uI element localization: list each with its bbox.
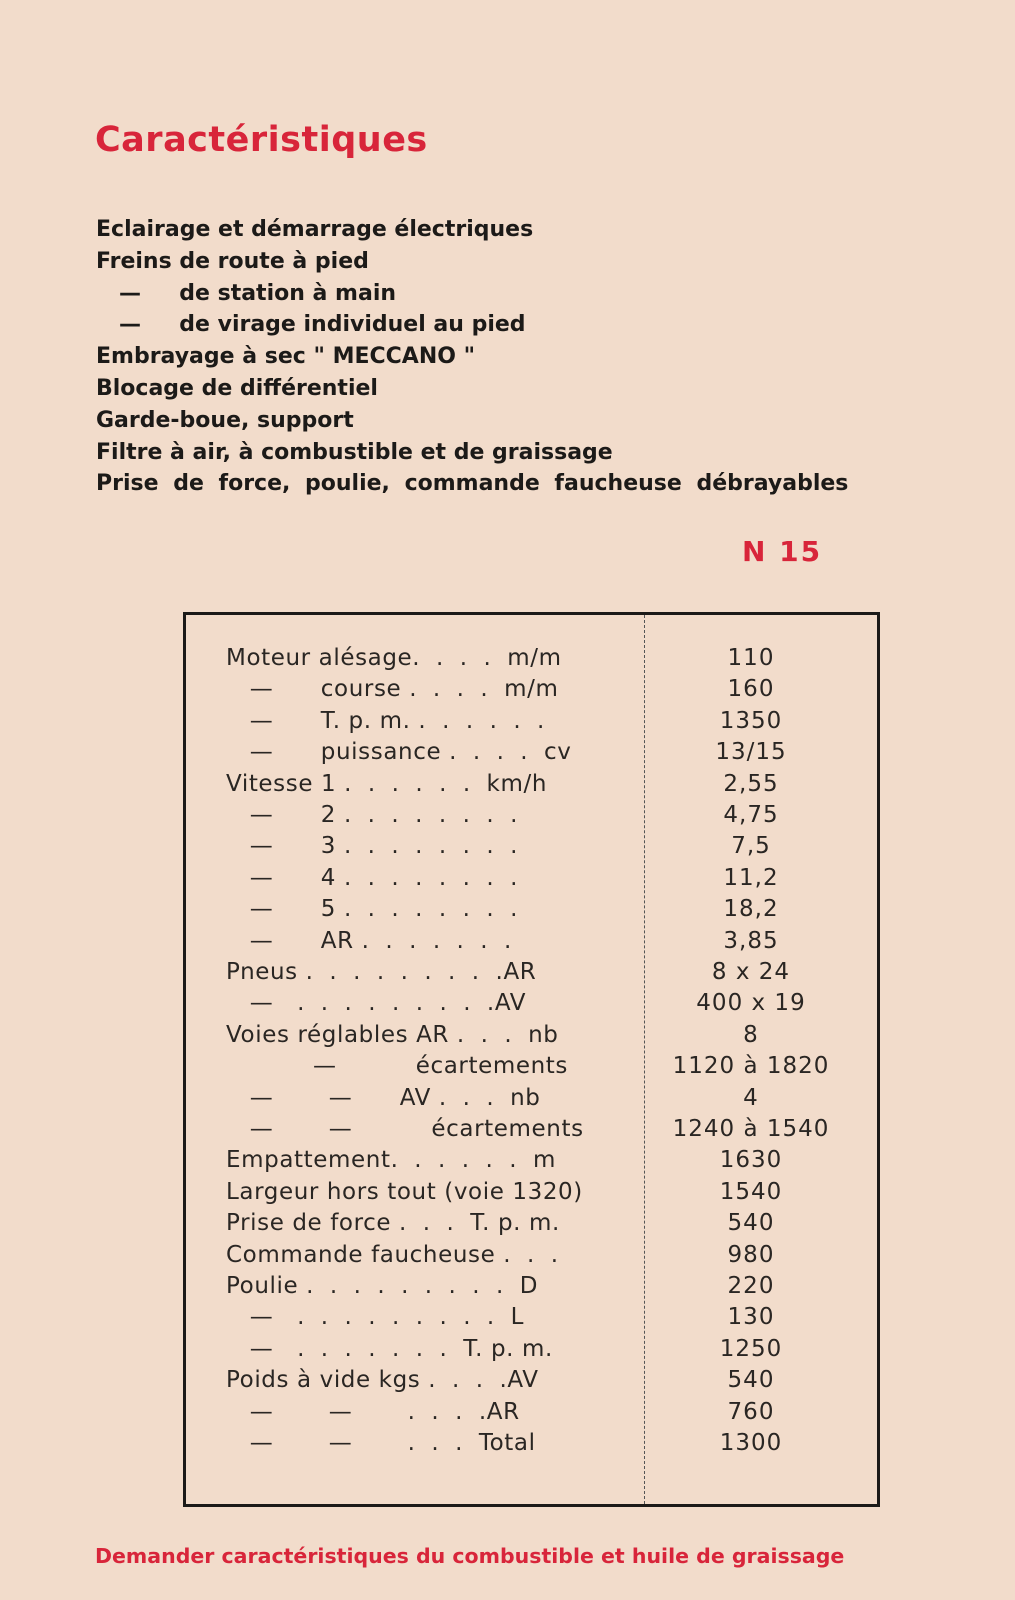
spec-value: 4,75 [723, 802, 779, 828]
spec-value: 18,2 [723, 896, 779, 923]
spec-label: Moteur alésage. . . . m/m [226, 645, 562, 671]
spec-value: 11,2 [723, 864, 779, 891]
spec-value: 8 [743, 1021, 759, 1048]
spec-value: 2,55 [723, 770, 779, 797]
feature-item: Filtre à air, à combustible et de graissage [96, 439, 613, 465]
spec-label: Pneus . . . . . . . . .AR [226, 959, 537, 985]
spec-label: — puissance . . . . cv [226, 739, 572, 766]
spec-value: 1540 [719, 1178, 783, 1205]
spec-label: Vitesse 1 . . . . . . km/h [226, 770, 548, 797]
spec-value: 13/15 [715, 739, 787, 766]
table-row [186, 1022, 877, 1054]
spec-value: 4 [743, 1084, 759, 1111]
features-list [96, 214, 848, 500]
spec-value: 540 [727, 1210, 775, 1237]
table-row [186, 896, 877, 928]
table-row [186, 1085, 877, 1117]
spec-value: 220 [727, 1273, 775, 1299]
spec-label: — T. p. m. . . . . . . [226, 707, 545, 734]
spec-value: 160 [727, 676, 775, 703]
spec-label: Empattement. . . . . . m [226, 1147, 556, 1174]
table-row [186, 1116, 877, 1148]
spec-label: — 3 . . . . . . . . [226, 833, 518, 860]
table-row [186, 802, 877, 834]
spec-value: 130 [727, 1304, 775, 1331]
feature-item: Blocage de différentiel [96, 375, 378, 401]
table-row [186, 645, 877, 677]
table-row [186, 1210, 877, 1242]
table-row [186, 1430, 877, 1462]
spec-value: 1300 [719, 1430, 783, 1456]
spec-label: — 4 . . . . . . . . [226, 864, 518, 891]
spec-label: Prise de force . . . T. p. m. [226, 1210, 560, 1237]
feature-item: Embrayage à sec " MECCANO " [96, 344, 476, 370]
model-label: N 15 [742, 535, 823, 568]
spec-value: 3,85 [723, 927, 779, 954]
table-row [186, 1179, 877, 1211]
spec-value: 400 x 19 [696, 990, 806, 1017]
table-row [186, 1147, 877, 1179]
footer-note: Demander caractéristiques du combustible et huile de graissage [95, 1544, 845, 1568]
spec-value: 760 [727, 1398, 775, 1425]
spec-label: Commande faucheuse . . . [226, 1241, 559, 1268]
table-row [186, 1399, 877, 1431]
table-row [186, 1242, 877, 1274]
feature-item: Prise de force, poulie, commande faucheuse débrayables [96, 471, 849, 497]
spec-value: 1350 [719, 707, 783, 734]
spec-label: — 2 . . . . . . . . [226, 802, 518, 828]
feature-item: Eclairage et démarrage électriques [96, 217, 534, 242]
feature-item: Garde-boue, support [96, 407, 354, 433]
table-row [186, 739, 877, 771]
spec-value: 1120 à 1820 [672, 1053, 830, 1080]
feature-item: Freins de route à pied [96, 248, 369, 274]
spec-label: — . . . . . . . . .AV [226, 990, 527, 1017]
spec-value: 1250 [719, 1335, 783, 1362]
page-title: Caractéristiques [95, 120, 428, 160]
spec-label: — écartements [226, 1053, 568, 1080]
spec-value: 1240 à 1540 [672, 1116, 830, 1142]
spec-label: Voies réglables AR . . . nb [226, 1021, 559, 1048]
table-row [186, 676, 877, 708]
table-row [186, 1336, 877, 1368]
table-row [186, 708, 877, 740]
spec-label: — . . . . . . . T. p. m. [226, 1335, 553, 1362]
table-row [186, 1304, 877, 1336]
table-row [186, 990, 877, 1022]
table-row [186, 865, 877, 897]
specifications-table [183, 612, 880, 1507]
spec-label: Poulie . . . . . . . . . D [226, 1273, 539, 1299]
spec-value: 7,5 [731, 833, 771, 860]
table-row [186, 771, 877, 803]
spec-label: — — écartements [226, 1116, 584, 1142]
spec-value: 540 [727, 1367, 775, 1394]
feature-item: — de station à main [96, 280, 397, 306]
feature-item: — de virage individuel au pied [96, 312, 526, 338]
spec-value: 8 x 24 [711, 959, 791, 985]
spec-label: — — AV . . . nb [226, 1084, 541, 1111]
table-row [186, 1273, 877, 1305]
spec-value: 1630 [719, 1147, 783, 1174]
spec-label: — — . . . Total [226, 1430, 536, 1456]
spec-value: 980 [727, 1241, 775, 1268]
table-row [186, 959, 877, 991]
spec-label: — course . . . . m/m [226, 676, 559, 703]
spec-label: Poids à vide kgs . . . .AV [226, 1367, 539, 1394]
spec-label: — . . . . . . . . . L [226, 1304, 525, 1331]
table-row [186, 1367, 877, 1399]
spec-label: — — . . . .AR [226, 1398, 520, 1425]
table-row [186, 1053, 877, 1085]
table-row [186, 833, 877, 865]
spec-value: 110 [727, 645, 775, 671]
spec-label: — AR . . . . . . . [226, 927, 512, 954]
spec-label: Largeur hors tout (voie 1320) [226, 1178, 583, 1205]
table-row [186, 928, 877, 960]
spec-label: — 5 . . . . . . . . [226, 896, 518, 923]
